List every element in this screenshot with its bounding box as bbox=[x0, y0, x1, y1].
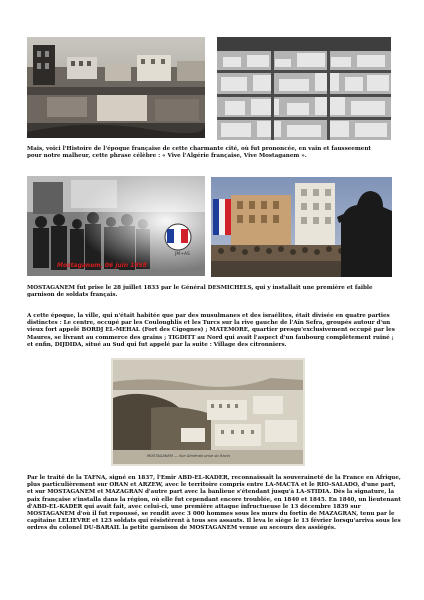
intro-paragraph bbox=[27, 146, 387, 160]
photo-watermark: JM+AS bbox=[175, 252, 190, 257]
photo-old-town-view-image bbox=[27, 37, 205, 138]
photo-crowd-1958-image bbox=[27, 176, 205, 276]
photo-caption-date: Mostaganem, 06 juin 1958 bbox=[57, 262, 147, 269]
photo-crowd-1958 bbox=[27, 176, 205, 276]
photo-postcard-general-view-image bbox=[111, 358, 305, 466]
photo-old-town-view bbox=[27, 37, 205, 138]
tafna-paragraph bbox=[27, 475, 401, 533]
tafna-paragraph-text: Par le traité de la TAFNA, signé en 1837, l'Emir ABD-EL-KADER, reconnaissait la souveraineté de la France en Afrique, plus particulièrement sur ORAN et ARZEW, avec le territoire compris entre LA-MACTA et le RIO-SALADO, d'une part, et sur MOSTAGANEM et MAZAGRAN d'autre part avec la banlieue s'étendant jusqu'à LA-STIDIA. Dès la signature, la paix française s'installa dans la région, où elle fut cependant encore troublée, en 1840 et 1845. En 1840, un lieutenant d'ABD-EL-KADER qui avait fait, avec celui-ci, une première attaque infructueuse le 13 décembre 1839 sur MOSTAGANEM d'où il fut repoussé, se rendit avec 3 000 hommes sous les murs du fortin de MAZAGRAN, tenu par le capitaine LELIEVRE et 123 soldats qui résistèrent à tous ses assauts. Il leva le siège le 13 février lorsqu'arriva sous les ordres du colonel DU-BARAIL la petite garnison de MOSTAGANEM venue au secours des assiégés. bbox=[27, 475, 401, 532]
photo-aerial-city-view bbox=[217, 37, 391, 140]
french-flag-badge bbox=[165, 224, 191, 250]
capture-paragraph-text: MOSTAGANEM fut prise le 28 juillet 1833 par le Général DESMICHELS, qui y installait une première et faible garnison de soldats français. bbox=[27, 285, 373, 299]
photo-postcard-general-view bbox=[111, 358, 305, 466]
capture-paragraph bbox=[27, 285, 387, 299]
photo-speech-crowd-image bbox=[211, 177, 392, 277]
quarters-paragraph bbox=[27, 313, 399, 349]
photo-aerial-city-view-image bbox=[217, 37, 391, 140]
postcard-caption: MOSTAGANEM — Vue Générale prise du Ravin bbox=[147, 454, 231, 458]
intro-paragraph-text: Mais, voici l'Histoire de l'époque française de cette charmante cité, où fut prononcée, en vain et fausseement pour notre malheur, cette phrase célèbre : « Vive l'Algérie française, Vive Mostaganem ». bbox=[27, 146, 371, 160]
photo-speech-crowd bbox=[211, 177, 392, 277]
quarters-paragraph-text: A cette époque, la ville, qui n'était habitée que par des musulmanes et des israélites, était divisée en quatre parties distinctes : Le centre, occupé par les Couloughlis et les Turcs sur la rive gauche de l'Aïn Sefra, groupés autour d'un vieux fort appelé BORDJ EL-MEHAL (Fort des Cigognes) ; MATEMORE, quartier presqu'exclusivement occupé par les Maures, se livrant au commerce des grains ; TIGDITT au Nord qui avait l'aspect d'un faubourg complètement ruiné ; et enfin, DIJDIDA, situé au Sud qui fut appelé par la suite : Village des citronniers. bbox=[27, 313, 395, 348]
